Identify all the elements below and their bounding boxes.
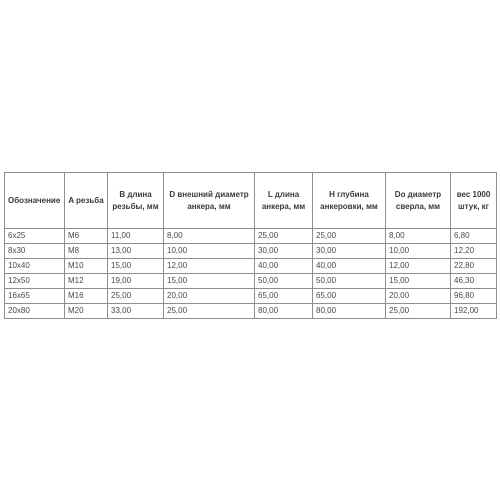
header-anchoring-depth: H глубина анкеровки, мм xyxy=(313,173,386,229)
table-cell: 40,00 xyxy=(313,259,386,274)
table-cell: 46,30 xyxy=(451,274,497,289)
table-cell: 40,00 xyxy=(255,259,313,274)
table-row xyxy=(5,229,497,244)
header-anchor-length: L длина анкера, мм xyxy=(255,173,313,229)
table-cell: M8 xyxy=(65,244,108,259)
table-row xyxy=(5,244,497,259)
table-cell: 25,00 xyxy=(386,304,451,319)
table-cell: 8x30 xyxy=(5,244,65,259)
table-row xyxy=(5,259,497,274)
table-cell: M12 xyxy=(65,274,108,289)
anchor-spec-table-container xyxy=(4,172,497,319)
table-row xyxy=(5,274,497,289)
table-cell: 8,00 xyxy=(164,229,255,244)
table-cell: 20x80 xyxy=(5,304,65,319)
table-cell: 10,00 xyxy=(386,244,451,259)
table-cell: 16x65 xyxy=(5,289,65,304)
table-cell: 12x50 xyxy=(5,274,65,289)
table-cell: 8,00 xyxy=(386,229,451,244)
table-cell: 10x40 xyxy=(5,259,65,274)
table-cell: 50,00 xyxy=(313,274,386,289)
table-cell: 19,00 xyxy=(108,274,164,289)
header-outer-diameter: D внешний диаметр анкера, мм xyxy=(164,173,255,229)
table-cell: 6,80 xyxy=(451,229,497,244)
table-cell: 65,00 xyxy=(255,289,313,304)
table-cell: 80,00 xyxy=(255,304,313,319)
table-row xyxy=(5,289,497,304)
table-cell: 65,00 xyxy=(313,289,386,304)
table-cell: M6 xyxy=(65,229,108,244)
table-cell: 192,00 xyxy=(451,304,497,319)
table-cell: M10 xyxy=(65,259,108,274)
table-cell: 33,00 xyxy=(108,304,164,319)
table-cell: 25,00 xyxy=(108,289,164,304)
table-cell: 15,00 xyxy=(108,259,164,274)
table-row xyxy=(5,304,497,319)
header-designation: Обозначение xyxy=(5,173,65,229)
table-cell: 22,80 xyxy=(451,259,497,274)
table-cell: 30,00 xyxy=(313,244,386,259)
table-header-row xyxy=(5,173,497,229)
table-cell: 25,00 xyxy=(255,229,313,244)
table-cell: 20,00 xyxy=(386,289,451,304)
table-cell: 15,00 xyxy=(164,274,255,289)
table-cell: 25,00 xyxy=(313,229,386,244)
table-cell: 10,00 xyxy=(164,244,255,259)
table-cell: 96,80 xyxy=(451,289,497,304)
header-thread-length: B длина резьбы, мм xyxy=(108,173,164,229)
table-cell: 15,00 xyxy=(386,274,451,289)
table-cell: 30,00 xyxy=(255,244,313,259)
table-cell: 25,00 xyxy=(164,304,255,319)
table-cell: 20,00 xyxy=(164,289,255,304)
anchor-spec-table xyxy=(4,172,497,319)
table-cell: M20 xyxy=(65,304,108,319)
table-cell: 80,00 xyxy=(313,304,386,319)
table-cell: 11,00 xyxy=(108,229,164,244)
header-drill-diameter: Do диаметр сверла, мм xyxy=(386,173,451,229)
table-cell: 12,00 xyxy=(386,259,451,274)
table-cell: M16 xyxy=(65,289,108,304)
header-weight: вес 1000 штук, кг xyxy=(451,173,497,229)
table-cell: 12,00 xyxy=(164,259,255,274)
header-thread: A резьба xyxy=(65,173,108,229)
table-cell: 6x25 xyxy=(5,229,65,244)
table-cell: 12,20 xyxy=(451,244,497,259)
table-cell: 13,00 xyxy=(108,244,164,259)
table-cell: 50,00 xyxy=(255,274,313,289)
